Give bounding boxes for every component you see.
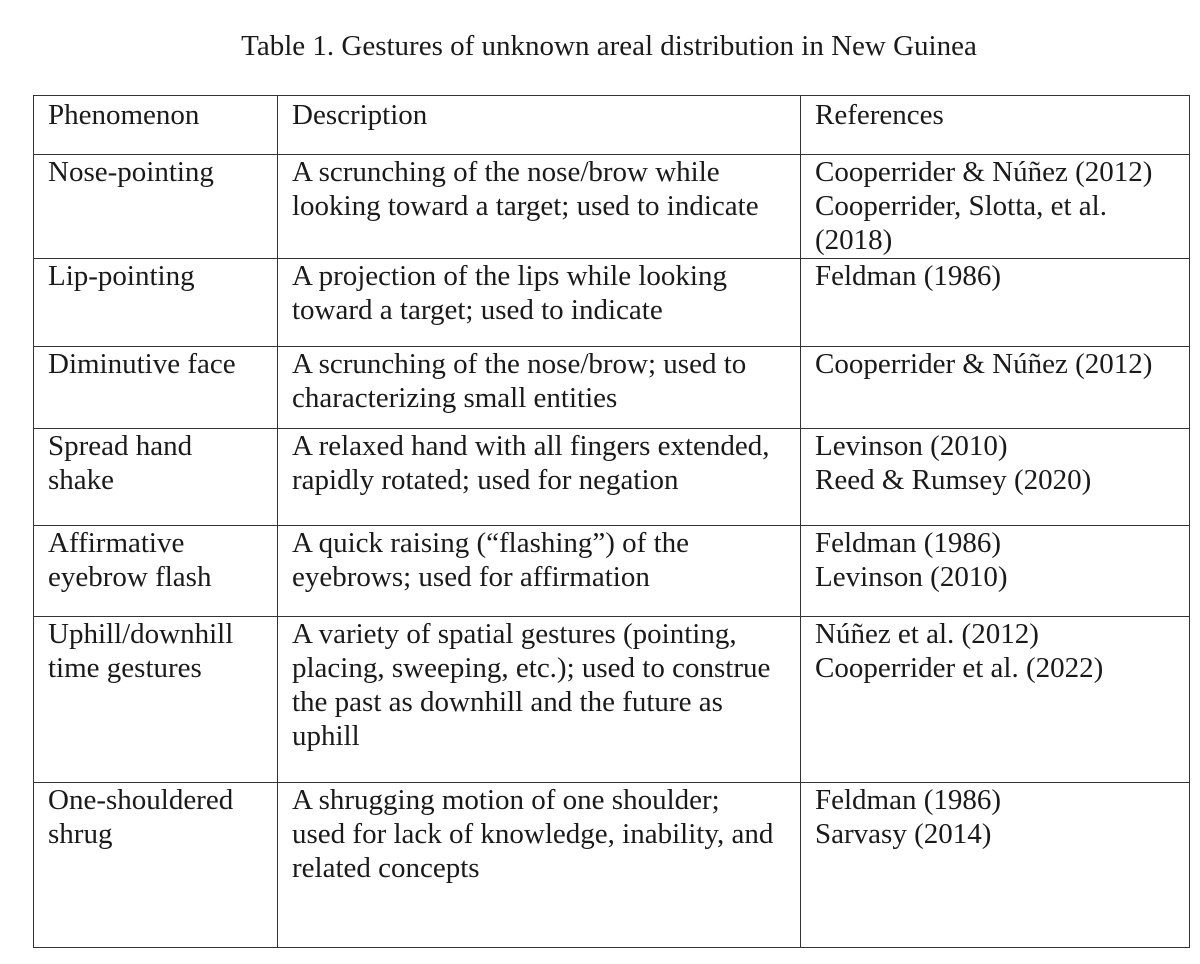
description-cell: A relaxed hand with all fingers extended, rapidly rotated; used for negation <box>278 429 801 526</box>
description-cell: A scrunching of the nose/brow; used to characterizing small entities <box>278 347 801 429</box>
references-cell: Feldman (1986) Levinson (2010) <box>801 526 1190 617</box>
phenomenon-cell: Uphill/downhill time gestures <box>34 617 278 783</box>
references-cell: Feldman (1986) Sarvasy (2014) <box>801 783 1190 948</box>
references-cell: Cooperrider & Núñez (2012) <box>801 347 1190 429</box>
table-row <box>34 783 1190 948</box>
phenomenon-cell: Spread hand shake <box>34 429 278 526</box>
gestures-table <box>33 95 1190 948</box>
table-row <box>34 347 1190 429</box>
table-header-row <box>34 96 1190 155</box>
table-row <box>34 429 1190 526</box>
table-row <box>34 155 1190 259</box>
header-cell-description: Description <box>278 96 801 155</box>
description-cell: A projection of the lips while looking toward a target; used to indicate <box>278 259 801 347</box>
references-cell: Levinson (2010) Reed & Rumsey (2020) <box>801 429 1190 526</box>
description-cell: A shrugging motion of one shoulder; used for lack of knowledge, inability, and related concepts <box>278 783 801 948</box>
table-row <box>34 259 1190 347</box>
phenomenon-cell: Lip-pointing <box>34 259 278 347</box>
description-cell: A scrunching of the nose/brow while looking toward a target; used to indicate <box>278 155 801 259</box>
table-row <box>34 526 1190 617</box>
phenomenon-cell: Affirmative eyebrow flash <box>34 526 278 617</box>
references-cell: Núñez et al. (2012) Cooperrider et al. (2022) <box>801 617 1190 783</box>
references-cell: Feldman (1986) <box>801 259 1190 347</box>
phenomenon-cell: Nose-pointing <box>34 155 278 259</box>
description-cell: A variety of spatial gestures (pointing, placing, sweeping, etc.); used to construe the past as downhill and the future as uphill <box>278 617 801 783</box>
references-cell: Cooperrider & Núñez (2012) Cooperrider, Slotta, et al. (2018) <box>801 155 1190 259</box>
phenomenon-cell: One-shouldered shrug <box>34 783 278 948</box>
header-cell-references: References <box>801 96 1190 155</box>
description-cell: A quick raising (“flashing”) of the eyebrows; used for affirmation <box>278 526 801 617</box>
header-cell-phenomenon: Phenomenon <box>34 96 278 155</box>
table-caption: Table 1. Gestures of unknown areal distribution in New Guinea <box>241 30 977 62</box>
phenomenon-cell: Diminutive face <box>34 347 278 429</box>
table-row <box>34 617 1190 783</box>
